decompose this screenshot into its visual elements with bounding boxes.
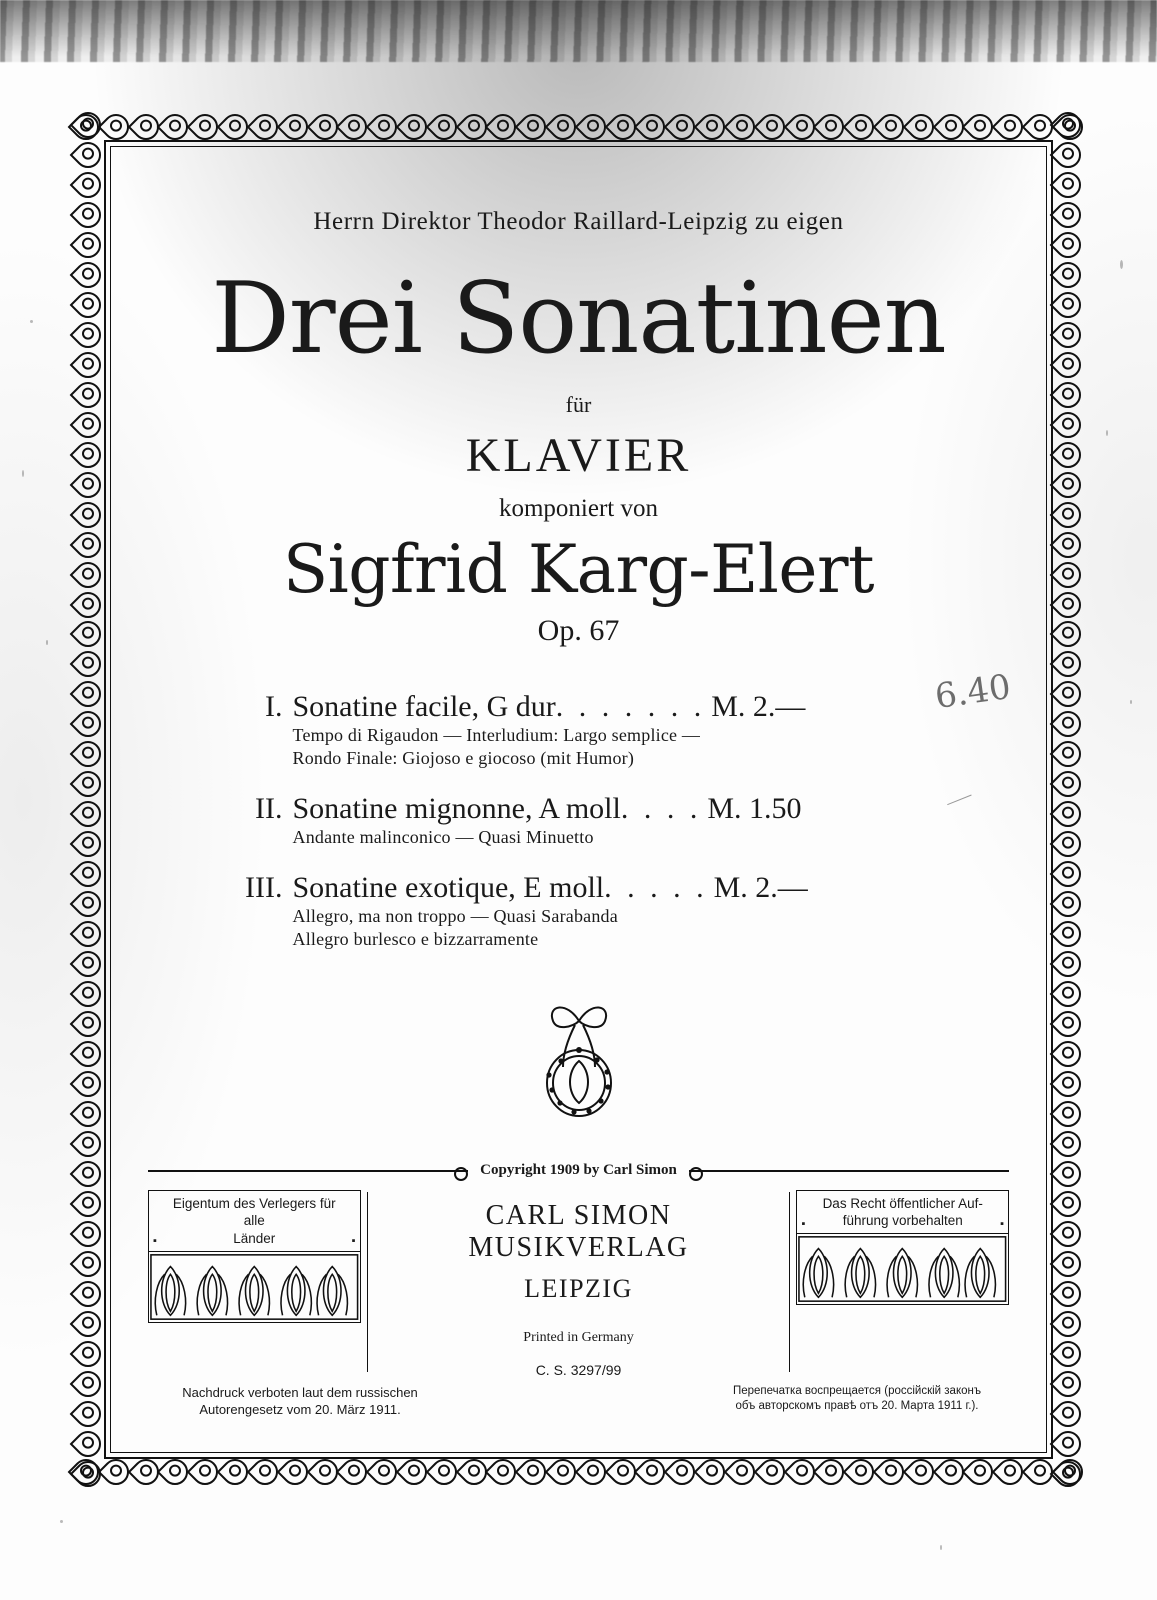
list-item bbox=[229, 871, 929, 951]
footer-block bbox=[120, 1162, 1037, 1419]
printed-in: Printed in Germany bbox=[523, 1329, 634, 1345]
palmette-ornament-icon bbox=[149, 1252, 360, 1322]
scallop-border-left bbox=[73, 112, 103, 1487]
movement-subtitle-line: Andante malinconico — Quasi Minuetto bbox=[292, 827, 594, 848]
pencil-annotation: 6.40 bbox=[932, 666, 1013, 718]
list-item bbox=[229, 792, 929, 849]
list-item bbox=[229, 666, 1013, 770]
movement-price: M. 1.50 bbox=[707, 792, 802, 826]
dedication-line: Herrn Direktor Theodor Raillard-Leipzig zu eigen bbox=[313, 208, 844, 235]
rights-box-left-text bbox=[149, 1191, 360, 1251]
composed-by-label: komponiert von bbox=[498, 494, 658, 522]
publisher-column bbox=[361, 1190, 797, 1378]
legal-note-russian-line2: объ авторскомъ правѣ отъ 20. Марта 1911 г.). bbox=[735, 1400, 979, 1413]
opus-number: Op. 67 bbox=[537, 613, 620, 647]
legal-note-german bbox=[150, 1384, 450, 1419]
rights-left-line1: ▪ Eigentum des Verlegers für alle bbox=[172, 1195, 336, 1229]
legal-note-russian-line1: Перепечатка воспрещается (россійскій законъ bbox=[732, 1384, 982, 1397]
rule-right bbox=[689, 1170, 1009, 1172]
movement-numeral: II. bbox=[255, 792, 283, 826]
movement-subtitle-line: Allegro burlesco e bizzarramente bbox=[292, 929, 539, 950]
movement-title: Sonatine facile, G dur bbox=[292, 689, 556, 723]
copyright-text: Copyright 1909 by Carl Simon bbox=[480, 1162, 677, 1179]
page-title: Drei Sonatinen bbox=[211, 262, 946, 376]
plate-number: C. S. 3297/99 bbox=[535, 1361, 622, 1378]
scallop-border-bottom bbox=[73, 1457, 1083, 1487]
movement-numeral: I. bbox=[265, 689, 283, 723]
palmette-ornament-icon bbox=[797, 1234, 1008, 1304]
rights-left-line2: Länder bbox=[233, 1231, 276, 1246]
lyre-wreath-ornament-icon bbox=[120, 995, 1037, 1125]
movement-price: M. 2.— bbox=[711, 689, 806, 723]
movement-subtitle-line: Allegro, ma non troppo — Quasi Sarabanda bbox=[292, 906, 618, 927]
leader-dots: . . . . . . . bbox=[555, 689, 706, 723]
for-label: für bbox=[565, 391, 592, 417]
legal-note-german-line1: Nachdruck verboten laut dem russischen bbox=[182, 1384, 418, 1400]
rights-box-left bbox=[148, 1190, 361, 1323]
cover-content bbox=[120, 156, 1037, 1443]
composer-name: Sigfrid Karg-Elert bbox=[282, 530, 875, 608]
contents-list bbox=[229, 666, 1013, 957]
movement-title: Sonatine exotique, E moll bbox=[292, 871, 605, 905]
paper-smudge bbox=[0, 0, 1157, 62]
scallop-border-top bbox=[73, 112, 1083, 142]
movement-subtitles bbox=[293, 826, 929, 849]
publisher-name: CARL SIMON MUSIKVERLAG bbox=[468, 1199, 689, 1263]
instrument-label: KLAVIER bbox=[465, 428, 692, 482]
movement-subtitle-line: Tempo di Rigaudon — Interludium: Largo semplice — bbox=[292, 724, 701, 745]
movement-title: Sonatine mignonne, A moll bbox=[292, 792, 621, 826]
leader-dots: . . . . . bbox=[604, 871, 708, 905]
rule-left bbox=[148, 1170, 468, 1172]
leader-dots: . . . . bbox=[620, 792, 702, 826]
copyright-rule bbox=[148, 1162, 1009, 1180]
movement-numeral: III. bbox=[245, 871, 283, 905]
scallop-border-right bbox=[1053, 112, 1083, 1487]
rights-right-line1: ▪ Das Recht öffentlicher Auf- bbox=[822, 1195, 983, 1211]
rights-right-line2: führung vorbehalten bbox=[842, 1213, 963, 1229]
pencil-stroke bbox=[940, 778, 971, 805]
movement-subtitles bbox=[293, 724, 929, 770]
movement-price: M. 2.— bbox=[713, 871, 808, 905]
legal-notes bbox=[120, 1378, 1037, 1419]
legal-note-russian bbox=[707, 1384, 1007, 1419]
movement-subtitles bbox=[293, 905, 929, 951]
rights-box-right-text bbox=[797, 1191, 1008, 1233]
rights-box-right bbox=[796, 1190, 1009, 1305]
publisher-city: LEIPZIG bbox=[524, 1273, 633, 1303]
movement-subtitle-line: Rondo Finale: Giojoso e giocoso (mit Humor) bbox=[292, 747, 635, 768]
legal-note-german-line2: Autorengesetz vom 20. März 1911. bbox=[199, 1402, 401, 1418]
